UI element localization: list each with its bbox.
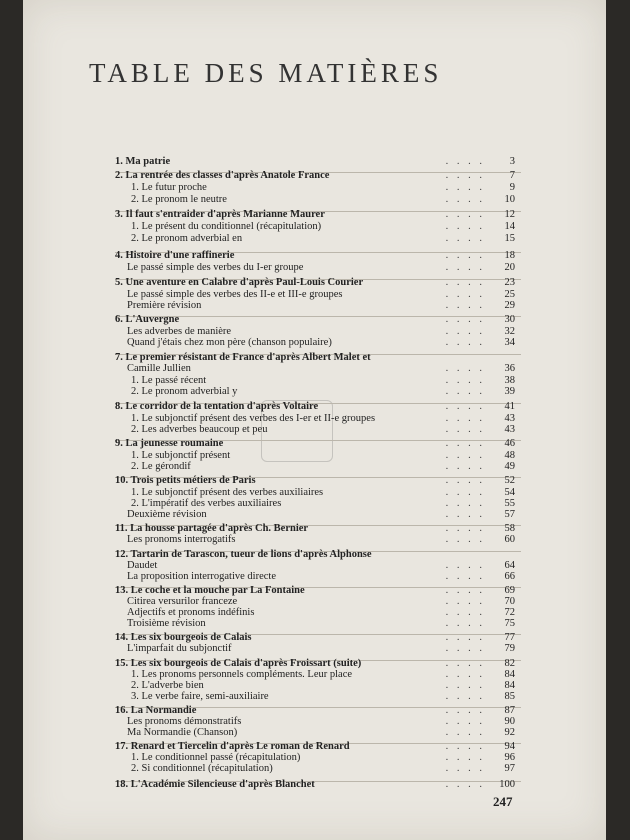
toc-page-number: 15 [504, 233, 515, 244]
toc-page-number: 34 [504, 337, 515, 348]
dot-leader: . . . . [445, 475, 485, 486]
toc-page-number: 64 [504, 560, 515, 571]
dot-leader: . . . . [445, 326, 485, 337]
toc-chapter-entry [115, 438, 515, 450]
toc-entry-text: 11. La housse partagée d'après Ch. Bernier [115, 523, 309, 534]
toc-page-number: 43 [504, 413, 515, 424]
toc-subentry [115, 194, 515, 206]
toc-page-number: 57 [504, 509, 515, 520]
toc-entry-text: 2. Le pronom le neutre [131, 194, 227, 205]
toc-entry-text: 2. La rentrée des classes d'après Anatole France [115, 170, 330, 181]
toc-page-number: 92 [504, 727, 515, 738]
dot-leader: . . . . [445, 413, 485, 424]
dot-leader: . . . . [445, 156, 485, 167]
toc-chapter-entry [115, 401, 515, 413]
toc-entry-text: 1. Le subjonctif présent des verbes des I-er et II-e groupes [131, 413, 376, 424]
toc-entry-text: Le passé simple des verbes du I-er groupe [127, 262, 304, 273]
toc-subentry [115, 643, 515, 655]
toc-entry-text: 2. Les adverbes beaucoup et peu [131, 424, 268, 435]
toc-entry-text: 1. Le subjonctif présent des verbes auxiliaires [131, 487, 324, 498]
dot-leader: . . . . [445, 375, 485, 386]
dot-leader: . . . . [445, 523, 485, 534]
toc-page-number: 60 [504, 534, 515, 545]
dot-leader: . . . . [445, 752, 485, 763]
dot-leader: . . . . [445, 262, 485, 273]
toc-subentry [115, 424, 515, 436]
dot-leader: . . . . [445, 487, 485, 498]
toc-entry-text: Le passé simple des verbes des II-e et III-e groupes [127, 289, 343, 300]
dot-leader: . . . . [445, 194, 485, 205]
dot-leader: . . . . [445, 741, 485, 752]
toc-subentry [115, 300, 515, 312]
toc-entry-text: 6. L'Auvergne [115, 314, 180, 325]
toc-entry-text: Citirea versurilor franceze [127, 596, 238, 607]
dot-leader: . . . . [445, 300, 485, 311]
dot-leader: . . . . [445, 618, 485, 629]
toc-subentry [115, 233, 515, 245]
toc-page-number: 85 [504, 691, 515, 702]
dot-leader: . . . . [445, 632, 485, 643]
dot-leader: . . . . [445, 585, 485, 596]
toc-subentry [115, 571, 515, 583]
toc-page-number: 36 [504, 363, 515, 374]
toc-page-number: 79 [504, 643, 515, 654]
toc-entry-text: 2. Le pronom adverbial y [131, 386, 238, 397]
dot-leader: . . . . [445, 170, 485, 181]
toc-subentry [115, 262, 515, 274]
toc-entry-text: Daudet [127, 560, 158, 571]
toc-page-number: 30 [504, 314, 515, 325]
toc-entry-text: 1. Le présent du conditionnel (récapitulation) [131, 221, 322, 232]
dot-leader: . . . . [445, 534, 485, 545]
toc-page-number: 55 [504, 498, 515, 509]
toc-page-number: 77 [504, 632, 515, 643]
toc-page-number: 84 [504, 680, 515, 691]
toc-subentry [115, 691, 515, 703]
toc-entry-text: 2. Le pronom adverbial en [131, 233, 243, 244]
dot-leader: . . . . [445, 509, 485, 520]
toc-entry-text: Adjectifs et pronoms indéfinis [127, 607, 255, 618]
toc-page-number: 3 [509, 156, 515, 167]
dot-leader: . . . . [445, 763, 485, 774]
dot-leader: . . . . [445, 314, 485, 325]
dot-leader: . . . . [445, 691, 485, 702]
dot-leader: . . . . [445, 571, 485, 582]
toc-page-number: 90 [504, 716, 515, 727]
toc-page-number: 32 [504, 326, 515, 337]
dot-leader: . . . . [445, 450, 485, 461]
toc-page-number: 54 [504, 487, 515, 498]
toc-page-number: 82 [504, 658, 515, 669]
toc-subentry [115, 618, 515, 630]
toc-page-number: 84 [504, 669, 515, 680]
dot-leader: . . . . [445, 424, 485, 435]
toc-entry-text: Les pronoms démonstratifs [127, 716, 242, 727]
toc-entry-text: 1. Ma patrie [115, 156, 171, 167]
dot-leader: . . . . [445, 209, 485, 220]
dot-leader: . . . . [445, 461, 485, 472]
dot-leader: . . . . [445, 560, 485, 571]
toc-page-number: 96 [504, 752, 515, 763]
toc-page-number: 12 [504, 209, 515, 220]
toc-subentry [115, 182, 515, 194]
page-number: 247 [493, 794, 513, 809]
dot-leader: . . . . [445, 438, 485, 449]
toc-page-number: 66 [504, 571, 515, 582]
dot-leader: . . . . [445, 250, 485, 261]
toc-entry-text: 2. L'adverbe bien [131, 680, 204, 691]
toc-entry-text: Camille Jullien [127, 363, 191, 374]
toc-entry-text: Quand j'étais chez mon père (chanson populaire) [127, 337, 332, 348]
toc-page-number: 7 [509, 170, 515, 181]
toc-page-number: 100 [499, 779, 515, 790]
toc-entry-text: 1. Le passé récent [131, 375, 207, 386]
toc-entry-text: Troisième révision [127, 618, 206, 629]
toc-page-number: 9 [509, 182, 515, 193]
dot-leader: . . . . [445, 386, 485, 397]
toc-page-number: 23 [504, 277, 515, 288]
toc-entry-text: 2. Si conditionnel (récapitulation) [131, 763, 273, 774]
toc-entry-text: 2. L'impératif des verbes auxiliaires [131, 498, 282, 509]
toc-page-number: 46 [504, 438, 515, 449]
toc-entry-text: 1. Les pronoms personnels compléments. Leur place [131, 669, 353, 680]
toc-page-number: 75 [504, 618, 515, 629]
toc-subentry [115, 509, 515, 521]
toc-entry-text: 14. Les six bourgeois de Calais [115, 632, 252, 643]
dot-leader: . . . . [445, 401, 485, 412]
toc-page-number: 38 [504, 375, 515, 386]
dot-leader: . . . . [445, 596, 485, 607]
toc-page-number: 94 [504, 741, 515, 752]
dot-leader: . . . . [445, 277, 485, 288]
toc-page-number: 10 [504, 194, 515, 205]
toc-subentry [115, 727, 515, 739]
dot-leader: . . . . [445, 727, 485, 738]
toc-chapter-entry [115, 779, 515, 791]
toc-entry-text: 1. Le conditionnel passé (récapitulation) [131, 752, 301, 763]
toc-page-number: 87 [504, 705, 515, 716]
book-page [23, 0, 606, 840]
toc-entry-text: 3. Il faut s'entraider d'après Marianne Maurer [115, 209, 325, 220]
dot-leader: . . . . [445, 182, 485, 193]
toc-page-number: 69 [504, 585, 515, 596]
toc-subentry [115, 337, 515, 349]
toc-entry-text: 4. Histoire d'une raffinerie [115, 250, 235, 261]
toc-subentry [115, 221, 515, 233]
page-title: TABLE DES MATIÈRES [89, 58, 443, 88]
toc-page-number: 43 [504, 424, 515, 435]
toc-entry-text: L'imparfait du subjonctif [127, 643, 232, 654]
toc-page-number: 70 [504, 596, 515, 607]
dot-leader: . . . . [445, 669, 485, 680]
toc-chapter-entry [115, 170, 515, 182]
toc-entry-text: 12. Tartarin de Tarascon, tueur de lions d'après Alphonse [115, 549, 372, 560]
toc-chapter-entry [115, 475, 515, 487]
dot-leader: . . . . [445, 658, 485, 669]
toc-entry-text: 1. Le futur proche [131, 182, 207, 193]
toc-page-number: 72 [504, 607, 515, 618]
toc-entry-text: 18. L'Académie Silencieuse d'après Blanchet [115, 779, 315, 790]
toc-entry-text: 15. Les six bourgeois de Calais d'après Froissart (suite) [115, 658, 362, 669]
toc-chapter-entry [115, 156, 515, 168]
toc-entry-text: 7. Le premier résistant de France d'après Albert Malet et [115, 352, 371, 363]
toc-entry-text: 8. Le corridor de la tentation d'après Voltaire [115, 401, 319, 412]
toc-subentry [115, 386, 515, 398]
toc-entry-text: 1. Le subjonctif présent [131, 450, 231, 461]
dot-leader: . . . . [445, 221, 485, 232]
toc-page-number: 25 [504, 289, 515, 300]
toc-chapter-entry [115, 209, 515, 221]
toc-entry-text: 9. La jeunesse roumaine [115, 438, 224, 449]
toc-chapter-entry [115, 314, 515, 326]
toc-subentry [115, 461, 515, 473]
dot-leader: . . . . [445, 498, 485, 509]
dot-leader: . . . . [445, 289, 485, 300]
toc-entry-text: 13. Le coche et la mouche par La Fontaine [115, 585, 305, 596]
toc-page-number: 52 [504, 475, 515, 486]
toc-chapter-entry [115, 250, 515, 262]
toc-page-number: 97 [504, 763, 515, 774]
dot-leader: . . . . [445, 680, 485, 691]
toc-entry-text: 2. Le gérondif [131, 461, 191, 472]
dot-leader: . . . . [445, 643, 485, 654]
dot-leader: . . . . [445, 779, 485, 790]
toc-subentry [115, 763, 515, 775]
dot-leader: . . . . [445, 607, 485, 618]
dot-leader: . . . . [445, 716, 485, 727]
toc-entry-text: Les pronoms interrogatifs [127, 534, 236, 545]
toc-page-number: 49 [504, 461, 515, 472]
toc-subentry [115, 534, 515, 546]
dot-leader: . . . . [445, 337, 485, 348]
dot-leader: . . . . [445, 363, 485, 374]
dot-leader: . . . . [445, 705, 485, 716]
toc-subentry [115, 363, 515, 375]
toc-page-number: 39 [504, 386, 515, 397]
toc-entry-text: Ma Normandie (Chanson) [127, 727, 238, 738]
toc-page-number: 48 [504, 450, 515, 461]
toc-chapter-entry [115, 277, 515, 289]
toc-entry-text: Première révision [127, 300, 202, 311]
toc-entry-text: 16. La Normandie [115, 705, 197, 716]
toc-page-number: 14 [504, 221, 515, 232]
toc-entry-text: 3. Le verbe faire, semi-auxiliaire [131, 691, 269, 702]
toc-page-number: 58 [504, 523, 515, 534]
dot-leader: . . . . [445, 233, 485, 244]
toc-entry-text: Deuxième révision [127, 509, 207, 520]
toc-entry-text: La proposition interrogative directe [127, 571, 276, 582]
toc-entry-text: Les adverbes de manière [127, 326, 232, 337]
toc-page-number: 41 [504, 401, 515, 412]
toc-page-number: 18 [504, 250, 515, 261]
toc-entry-text: 5. Une aventure en Calabre d'après Paul-Louis Courier [115, 277, 364, 288]
toc-entry-text: 17. Renard et Tiercelin d'après Le roman de Renard [115, 741, 350, 752]
toc-page-number: 29 [504, 300, 515, 311]
toc-entry-text: 10. Trois petits métiers de Paris [115, 475, 256, 486]
toc-page-number: 20 [504, 262, 515, 273]
